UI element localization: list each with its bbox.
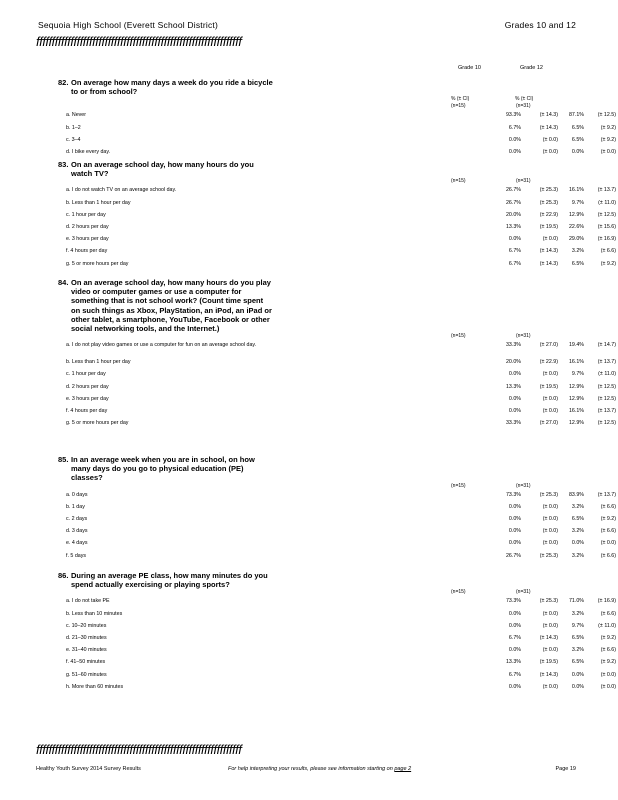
grade12-percent: 12.9% bbox=[568, 395, 584, 402]
grade10-percent: 6.7% bbox=[508, 671, 521, 678]
grade10-ci: (± 14.3) bbox=[539, 671, 558, 678]
percent-label-row bbox=[58, 96, 588, 103]
grade12-ci: (± 11.0) bbox=[598, 371, 616, 378]
sample-size: (n=31) bbox=[516, 178, 531, 185]
grade10-percent: 0.0% bbox=[508, 395, 521, 402]
grade12-ci: (± 12.5) bbox=[597, 395, 616, 402]
grade10-ci: (± 27.0) bbox=[539, 420, 558, 427]
response-label: g. 5 or more hours per day bbox=[66, 420, 129, 427]
grade12-percent: 19.4% bbox=[568, 342, 584, 349]
grade12-ci: (± 12.5) bbox=[597, 383, 616, 390]
response-label: a. Never bbox=[66, 112, 87, 119]
response-label: a. I do not take PE bbox=[66, 598, 110, 605]
grade10-ci: (± 14.3) bbox=[539, 112, 558, 119]
question-text: On average how many days a week do you ride a bicycle to or from school? bbox=[71, 78, 273, 97]
response-label: d. I bike every day. bbox=[66, 148, 111, 155]
grade10-ci: (± 0.0) bbox=[542, 236, 558, 243]
grade12-percent: 16.1% bbox=[568, 407, 584, 414]
grade12-ci: (± 0.0) bbox=[600, 671, 616, 678]
response-row bbox=[58, 526, 616, 538]
question-block bbox=[58, 571, 616, 694]
grade12-ci: (± 14.7) bbox=[597, 342, 616, 349]
grade12-ci: (± 13.7) bbox=[597, 407, 616, 414]
grade12-ci: (± 9.2) bbox=[600, 634, 616, 641]
grade12-percent: 3.2% bbox=[571, 248, 584, 255]
response-label: c. 10–20 minutes bbox=[66, 622, 107, 629]
response-label: d. 2 hours per day bbox=[66, 383, 109, 390]
response-label: c. 3–4 bbox=[66, 136, 81, 143]
sample-size-row bbox=[58, 178, 588, 185]
question-title bbox=[58, 78, 273, 96]
grade12-percent: 6.5% bbox=[571, 634, 584, 641]
grade12-percent: 3.2% bbox=[571, 503, 584, 510]
grade10-ci: (± 0.0) bbox=[542, 528, 558, 535]
response-label: e. 4 days bbox=[66, 540, 88, 547]
question-number: 84. bbox=[58, 278, 69, 287]
question-number: 85. bbox=[58, 455, 69, 464]
question-block bbox=[58, 160, 616, 271]
grade10-ci: (± 25.3) bbox=[539, 199, 558, 206]
response-row bbox=[58, 110, 616, 122]
column-head-grade12: Grade 12 bbox=[520, 65, 543, 71]
grade10-percent: 0.0% bbox=[508, 371, 521, 378]
footer-help-text bbox=[228, 766, 411, 772]
grade10-percent: 6.7% bbox=[508, 260, 521, 267]
grade10-ci: (± 14.3) bbox=[539, 634, 558, 641]
grade10-ci: (± 19.5) bbox=[539, 659, 558, 666]
grade12-ci: (± 9.2) bbox=[600, 659, 616, 666]
response-row bbox=[58, 234, 616, 246]
response-label: a. 0 days bbox=[66, 491, 88, 498]
grade12-ci: (± 13.7) bbox=[597, 187, 616, 194]
grade10-percent: 0.0% bbox=[508, 528, 521, 535]
response-label: e. 3 hours per day bbox=[66, 395, 109, 402]
question-title bbox=[58, 160, 273, 178]
grade10-percent: 13.3% bbox=[505, 223, 521, 230]
grade12-percent: 12.9% bbox=[568, 420, 584, 427]
grade12-ci: (± 9.2) bbox=[600, 124, 616, 131]
response-label: g. 5 or more hours per day bbox=[66, 260, 129, 267]
question-block bbox=[58, 455, 616, 563]
grade12-percent: 71.0% bbox=[568, 598, 584, 605]
grade12-ci: (± 6.6) bbox=[600, 647, 616, 654]
grade10-percent: 73.3% bbox=[505, 598, 521, 605]
response-label: e. 3 hours per day bbox=[66, 236, 109, 243]
response-label: b. Less than 1 hour per day bbox=[66, 199, 131, 206]
grade10-percent: 0.0% bbox=[508, 148, 521, 155]
grade10-percent: 26.7% bbox=[505, 187, 521, 194]
sample-size-row bbox=[58, 589, 588, 596]
grade10-percent: 0.0% bbox=[508, 610, 521, 617]
grade12-percent: 0.0% bbox=[571, 683, 584, 690]
sample-size: (n=15) bbox=[451, 333, 466, 340]
grade10-percent: 26.7% bbox=[505, 199, 521, 206]
grade12-ci: (± 6.6) bbox=[600, 552, 616, 559]
grade10-percent: 0.0% bbox=[508, 683, 521, 690]
percent-ci-label: % (± CI) bbox=[451, 96, 470, 103]
grade10-ci: (± 14.3) bbox=[539, 124, 558, 131]
grade12-percent: 16.1% bbox=[568, 359, 584, 366]
response-label: b. 1–2 bbox=[66, 124, 81, 131]
response-label: f. 41–50 minutes bbox=[66, 659, 106, 666]
grade10-percent: 6.7% bbox=[508, 634, 521, 641]
response-label: g. 51–60 minutes bbox=[66, 671, 107, 678]
response-row bbox=[58, 682, 616, 694]
question-title bbox=[58, 278, 273, 333]
grade10-ci: (± 22.9) bbox=[539, 359, 558, 366]
response-label: f. 5 days bbox=[66, 552, 87, 559]
response-row bbox=[58, 210, 616, 222]
grade12-percent: 83.9% bbox=[568, 491, 584, 498]
response-row bbox=[58, 147, 616, 159]
response-label: d. 3 days bbox=[66, 528, 88, 535]
grade12-ci: (± 12.5) bbox=[597, 211, 616, 218]
question-block bbox=[58, 78, 616, 159]
footer-help-sentence: For help interpreting your results, please see information starting on bbox=[228, 766, 393, 772]
response-row bbox=[58, 609, 616, 621]
response-label: f. 4 hours per day bbox=[66, 407, 108, 414]
grade10-ci: (± 25.3) bbox=[539, 187, 558, 194]
grade12-ci: (± 16.9) bbox=[597, 236, 616, 243]
response-row bbox=[58, 418, 616, 430]
grade10-percent: 26.7% bbox=[505, 552, 521, 559]
grade10-ci: (± 0.0) bbox=[542, 683, 558, 690]
grade10-ci: (± 25.3) bbox=[539, 552, 558, 559]
grade12-percent: 9.7% bbox=[571, 622, 584, 629]
grade12-ci: (± 16.9) bbox=[597, 598, 616, 605]
grade10-percent: 6.7% bbox=[508, 248, 521, 255]
grade12-ci: (± 9.2) bbox=[600, 136, 616, 143]
grade12-percent: 22.6% bbox=[568, 223, 584, 230]
grade10-percent: 0.0% bbox=[508, 647, 521, 654]
grade10-percent: 0.0% bbox=[508, 515, 521, 522]
response-row bbox=[58, 551, 616, 563]
sample-size: (n=31) bbox=[516, 103, 531, 110]
response-row bbox=[58, 246, 616, 258]
grade12-percent: 6.5% bbox=[571, 136, 584, 143]
percent-ci-label: % (± CI) bbox=[515, 96, 534, 103]
grade10-percent: 0.0% bbox=[508, 236, 521, 243]
grade10-ci: (± 0.0) bbox=[542, 622, 558, 629]
grade12-percent: 9.7% bbox=[571, 371, 584, 378]
response-row bbox=[58, 514, 616, 526]
grade12-ci: (± 6.6) bbox=[600, 503, 616, 510]
grade10-percent: 73.3% bbox=[505, 491, 521, 498]
response-row bbox=[58, 198, 616, 210]
response-row bbox=[58, 369, 616, 381]
response-row bbox=[58, 621, 616, 633]
response-row bbox=[58, 502, 616, 514]
grade12-ci: (± 13.7) bbox=[597, 491, 616, 498]
response-row bbox=[58, 340, 616, 357]
grade10-ci: (± 0.0) bbox=[542, 148, 558, 155]
grade12-percent: 0.0% bbox=[571, 671, 584, 678]
grade12-percent: 3.2% bbox=[571, 528, 584, 535]
response-label: c. 1 hour per day bbox=[66, 371, 106, 378]
question-text: On an average school day, how many hours do you watch TV? bbox=[71, 160, 254, 179]
footer-survey-title: Healthy Youth Survey 2014 Survey Results bbox=[36, 766, 141, 772]
response-label: d. 21–30 minutes bbox=[66, 634, 107, 641]
grade12-percent: 9.7% bbox=[571, 199, 584, 206]
grade12-percent: 6.5% bbox=[571, 515, 584, 522]
grade10-percent: 13.3% bbox=[505, 659, 521, 666]
grade12-ci: (± 11.0) bbox=[598, 622, 616, 629]
grade12-ci: (± 6.6) bbox=[600, 528, 616, 535]
response-label: e. 31–40 minutes bbox=[66, 647, 107, 654]
response-row bbox=[58, 538, 616, 550]
grade12-percent: 12.9% bbox=[568, 211, 584, 218]
response-row bbox=[58, 394, 616, 406]
grade12-ci: (± 6.6) bbox=[600, 248, 616, 255]
grade10-percent: 0.0% bbox=[508, 540, 521, 547]
grade10-percent: 93.3% bbox=[505, 112, 521, 119]
grade10-ci: (± 0.0) bbox=[542, 515, 558, 522]
grade12-percent: 0.0% bbox=[571, 540, 584, 547]
sample-size: (n=15) bbox=[451, 178, 466, 185]
grade12-ci: (± 0.0) bbox=[600, 683, 616, 690]
grade12-percent: 6.5% bbox=[571, 659, 584, 666]
response-label: c. 1 hour per day bbox=[66, 211, 106, 218]
grade12-percent: 12.9% bbox=[568, 383, 584, 390]
response-label: a. I do not play video games or use a computer for fun on an average school day. bbox=[66, 342, 257, 349]
response-row bbox=[58, 185, 616, 197]
grade12-percent: 16.1% bbox=[568, 187, 584, 194]
question-text: In an average week when you are in school, on how many days do you go to physical education (PE) classes? bbox=[71, 455, 255, 483]
grade10-percent: 33.3% bbox=[505, 342, 521, 349]
response-row bbox=[58, 645, 616, 657]
response-row bbox=[58, 222, 616, 234]
response-label: d. 2 hours per day bbox=[66, 223, 109, 230]
grade12-ci: (± 12.5) bbox=[597, 112, 616, 119]
grade10-percent: 0.0% bbox=[508, 407, 521, 414]
grade12-percent: 6.5% bbox=[571, 260, 584, 267]
grade12-percent: 29.0% bbox=[568, 236, 584, 243]
response-label: b. 1 day bbox=[66, 503, 85, 510]
grade10-percent: 0.0% bbox=[508, 622, 521, 629]
grade12-ci: (± 0.0) bbox=[600, 540, 616, 547]
footer-divider: ffffffffffffffffffffffffffffffffffffffffffffffffffffffffffffffffff bbox=[36, 743, 242, 756]
sample-size: (n=31) bbox=[516, 482, 531, 489]
response-row bbox=[58, 259, 616, 271]
sample-size: (n=15) bbox=[451, 589, 466, 596]
sample-size: (n=31) bbox=[516, 333, 531, 340]
sample-size: (n=31) bbox=[516, 589, 531, 596]
response-row bbox=[58, 633, 616, 645]
column-head-grade10: Grade 10 bbox=[458, 65, 481, 71]
grade12-percent: 3.2% bbox=[571, 552, 584, 559]
grade10-ci: (± 0.0) bbox=[542, 503, 558, 510]
sample-size-row bbox=[58, 483, 588, 490]
sample-size: (n=15) bbox=[451, 103, 466, 110]
grade10-ci: (± 0.0) bbox=[542, 395, 558, 402]
question-title bbox=[58, 571, 273, 589]
response-row bbox=[58, 657, 616, 669]
grade12-percent: 87.1% bbox=[568, 112, 584, 119]
grade10-ci: (± 19.5) bbox=[539, 383, 558, 390]
response-row bbox=[58, 406, 616, 418]
grade10-ci: (± 0.0) bbox=[542, 407, 558, 414]
report-grades-label: Grades 10 and 12 bbox=[504, 20, 576, 30]
grade10-ci: (± 22.9) bbox=[539, 211, 558, 218]
grade10-ci: (± 0.0) bbox=[542, 610, 558, 617]
header-divider: ffffffffffffffffffffffffffffffffffffffffffffffffffffffffffffffffff bbox=[36, 35, 242, 48]
grade10-ci: (± 0.0) bbox=[542, 647, 558, 654]
grade10-ci: (± 0.0) bbox=[542, 540, 558, 547]
grade10-percent: 20.0% bbox=[505, 211, 521, 218]
sample-size-row bbox=[58, 333, 588, 340]
grade10-percent: 6.7% bbox=[508, 124, 521, 131]
grade10-percent: 0.0% bbox=[508, 136, 521, 143]
sample-size: (n=15) bbox=[451, 482, 466, 489]
grade10-ci: (± 25.3) bbox=[539, 598, 558, 605]
footer-page-number: Page 19 bbox=[555, 766, 576, 772]
grade10-percent: 33.3% bbox=[505, 420, 521, 427]
grade10-ci: (± 0.0) bbox=[542, 136, 558, 143]
response-label: b. Less than 1 hour per day bbox=[66, 359, 131, 366]
question-text: On an average school day, how many hours do you play video or computer games or use a computer for something that is not school work? (Count time spent on such things as Xbox, PlayStation, an iPod, an iPad or other tablet, a smartphone, YouTube, Facebook or other social networking tools, and the Internet.) bbox=[71, 278, 272, 334]
report-school-title: Sequoia High School (Everett School District) bbox=[38, 20, 219, 30]
response-row bbox=[58, 123, 616, 135]
question-block bbox=[58, 278, 616, 430]
grade10-percent: 0.0% bbox=[508, 503, 521, 510]
response-row bbox=[58, 490, 616, 502]
grade12-ci: (± 9.2) bbox=[600, 515, 616, 522]
grade10-ci: (± 0.0) bbox=[542, 371, 558, 378]
grade12-ci: (± 0.0) bbox=[600, 148, 616, 155]
question-title bbox=[58, 455, 273, 483]
grade12-ci: (± 15.6) bbox=[597, 223, 616, 230]
grade12-percent: 3.2% bbox=[571, 610, 584, 617]
response-row bbox=[58, 382, 616, 394]
response-row bbox=[58, 135, 616, 147]
response-row bbox=[58, 357, 616, 369]
grade12-ci: (± 13.7) bbox=[597, 359, 616, 366]
grade12-ci: (± 6.6) bbox=[600, 610, 616, 617]
question-number: 82. bbox=[58, 78, 69, 87]
response-label: f. 4 hours per day bbox=[66, 248, 108, 255]
response-label: c. 2 days bbox=[66, 515, 88, 522]
question-number: 86. bbox=[58, 571, 69, 580]
response-row bbox=[58, 670, 616, 682]
response-label: b. Less than 10 minutes bbox=[66, 610, 123, 617]
grade10-ci: (± 14.3) bbox=[539, 260, 558, 267]
question-text: During an average PE class, how many minutes do you spend actually exercising or playing sports? bbox=[71, 571, 268, 590]
grade12-percent: 3.2% bbox=[571, 647, 584, 654]
footer-page-link[interactable]: page 2 bbox=[394, 766, 412, 772]
response-label: a. I do not watch TV on an average school day. bbox=[66, 187, 177, 194]
grade12-ci: (± 9.2) bbox=[600, 260, 616, 267]
grade12-percent: 0.0% bbox=[571, 148, 584, 155]
sample-size-row bbox=[58, 103, 588, 110]
grade12-ci: (± 12.5) bbox=[597, 420, 616, 427]
response-label: h. More than 60 minutes bbox=[66, 683, 124, 690]
grade10-ci: (± 19.5) bbox=[539, 223, 558, 230]
grade10-ci: (± 25.3) bbox=[539, 491, 558, 498]
grade12-percent: 6.5% bbox=[571, 124, 584, 131]
grade10-ci: (± 27.0) bbox=[539, 342, 558, 349]
question-number: 83. bbox=[58, 160, 69, 169]
grade10-percent: 20.0% bbox=[505, 359, 521, 366]
grade10-percent: 13.3% bbox=[505, 383, 521, 390]
grade12-ci: (± 11.0) bbox=[598, 199, 616, 206]
grade10-ci: (± 14.3) bbox=[539, 248, 558, 255]
response-row bbox=[58, 596, 616, 608]
